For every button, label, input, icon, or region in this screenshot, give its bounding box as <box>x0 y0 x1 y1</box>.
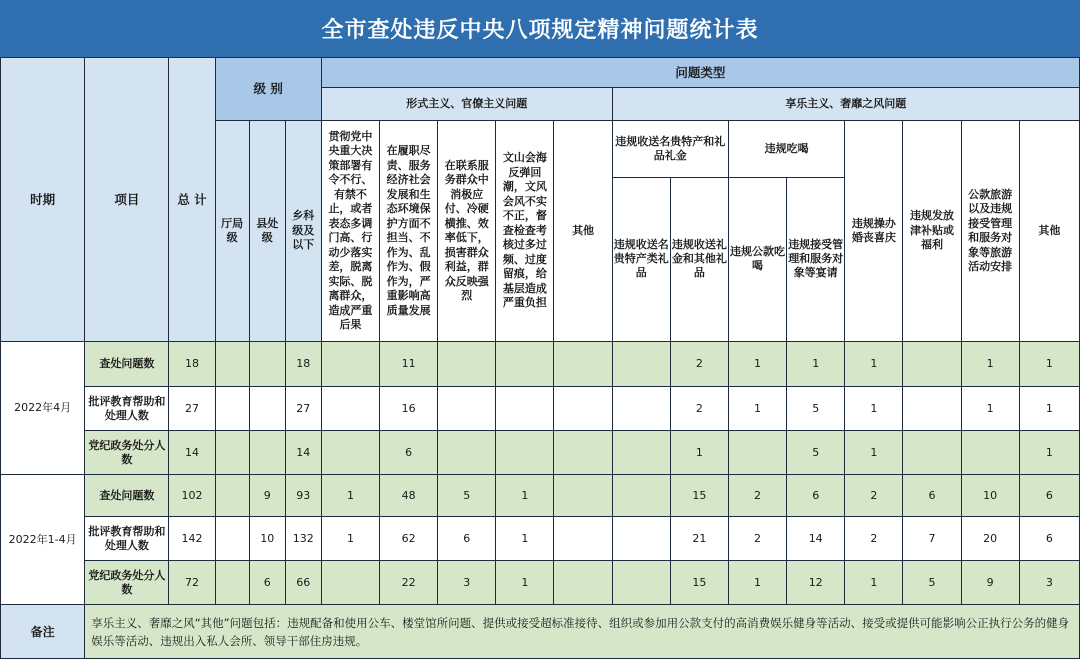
table-cell: 1 <box>1019 342 1079 387</box>
header-formalism-3: 在联系服务群众中消极应付、冷硬横推、效率低下，损害群众利益，群众反映强烈 <box>438 121 496 342</box>
header-item: 项目 <box>85 58 169 342</box>
period-label: 2022年4月 <box>1 342 85 475</box>
header-hedonism-group: 享乐主义、奢靡之风问题 <box>612 88 1079 121</box>
table-cell <box>496 342 554 387</box>
table-cell: 12 <box>787 561 845 605</box>
table-cell: 6 <box>1019 475 1079 517</box>
table-cell: 21 <box>670 517 728 561</box>
table-cell: 72 <box>169 561 215 605</box>
table-cell <box>215 431 249 475</box>
table-cell: 22 <box>380 561 438 605</box>
table-cell: 20 <box>961 517 1019 561</box>
row-item-label: 批评教育帮助和处理人数 <box>85 387 169 431</box>
table-cell <box>554 342 612 387</box>
header-level-ting: 厅局级 <box>215 121 249 342</box>
table-cell: 18 <box>169 342 215 387</box>
table-cell: 1 <box>845 561 903 605</box>
table-cell: 1 <box>961 342 1019 387</box>
table-cell: 1 <box>496 561 554 605</box>
table-cell <box>215 561 249 605</box>
table-cell <box>438 387 496 431</box>
table-cell <box>612 431 670 475</box>
row-item-label: 批评教育帮助和处理人数 <box>85 517 169 561</box>
table-cell: 5 <box>787 387 845 431</box>
table-cell: 6 <box>787 475 845 517</box>
table-cell: 10 <box>249 517 285 561</box>
table-cell <box>612 517 670 561</box>
table-cell: 16 <box>380 387 438 431</box>
table-cell <box>554 431 612 475</box>
table-row <box>1 475 1080 517</box>
table-cell: 27 <box>169 387 215 431</box>
page-title: 全市查处违反中央八项规定精神问题统计表 <box>0 0 1080 57</box>
table-cell <box>554 517 612 561</box>
table-row <box>1 431 1080 475</box>
table-cell: 6 <box>380 431 438 475</box>
table-cell <box>321 387 379 431</box>
header-formalism-4: 文山会海反弹回潮，文风会风不实不正，督查检查考核过多过频、过度留痕，给基层造成严重负担 <box>496 121 554 342</box>
table-cell: 1 <box>728 561 786 605</box>
header-hedonism-travel: 公款旅游以及违规接受管理和服务对象等旅游活动安排 <box>961 121 1019 342</box>
table-cell: 1 <box>845 387 903 431</box>
table-cell <box>249 431 285 475</box>
note-text: 享乐主义、奢靡之风“其他”问题包括：违规配备和使用公车、楼堂馆所问题、提供或接受超标准接待、组织或参加用公款支付的高消费娱乐健身等活动、接受或提供可能影响公正执行公务的健身娱乐等活动、违规出入私人会所、领导干部住房违规。 <box>85 605 1080 659</box>
table-cell <box>496 387 554 431</box>
table-cell: 102 <box>169 475 215 517</box>
table-cell: 14 <box>285 431 321 475</box>
table-cell <box>903 387 961 431</box>
row-item-label: 党纪政务处分人数 <box>85 431 169 475</box>
table-cell: 6 <box>249 561 285 605</box>
table-cell <box>554 475 612 517</box>
header-formalism-2: 在履职尽责、服务经济社会发展和生态环境保护方面不担当、不作为、乱作为、假作为，严重影响高质量发展 <box>380 121 438 342</box>
table-row <box>1 387 1080 431</box>
table-cell <box>215 342 249 387</box>
table-cell: 18 <box>285 342 321 387</box>
eat-subtable <box>729 121 844 341</box>
table-cell <box>249 342 285 387</box>
table-cell <box>903 342 961 387</box>
table-cell <box>438 431 496 475</box>
table-cell: 1 <box>961 387 1019 431</box>
table-row <box>1 517 1080 561</box>
table-cell: 7 <box>903 517 961 561</box>
header-level-xian: 县处级 <box>249 121 285 342</box>
header-gift-1: 违规收送名贵特产类礼品 <box>613 177 671 341</box>
header-eat-group: 违规吃喝 <box>729 121 844 177</box>
table-cell: 1 <box>845 342 903 387</box>
header-formalism-other: 其他 <box>554 121 612 342</box>
table-cell: 1 <box>787 342 845 387</box>
table-cell: 15 <box>670 475 728 517</box>
table-cell: 14 <box>787 517 845 561</box>
header-formalism-1: 贯彻党中央重大决策部署有令不行、有禁不止，或者表态多调门高、行动少落实差，脱离实际、脱离群众，造成严重后果 <box>321 121 379 342</box>
header-level-xiang: 乡科级及以下 <box>285 121 321 342</box>
table-cell: 27 <box>285 387 321 431</box>
table-cell <box>554 387 612 431</box>
table-cell: 1 <box>496 517 554 561</box>
table-cell: 1 <box>845 431 903 475</box>
table-cell <box>612 561 670 605</box>
table-cell: 3 <box>1019 561 1079 605</box>
table-cell: 1 <box>728 387 786 431</box>
table-cell: 1 <box>321 517 379 561</box>
table-cell <box>215 475 249 517</box>
table-cell: 1 <box>1019 431 1079 475</box>
table-cell: 2 <box>728 475 786 517</box>
table-cell: 1 <box>1019 387 1079 431</box>
header-period: 时期 <box>1 58 85 342</box>
table-cell: 9 <box>961 561 1019 605</box>
table-cell <box>961 431 1019 475</box>
table-cell: 5 <box>438 475 496 517</box>
table-cell: 93 <box>285 475 321 517</box>
table-cell <box>249 387 285 431</box>
table-cell <box>612 475 670 517</box>
header-hedonism-other: 其他 <box>1019 121 1079 342</box>
table-cell: 2 <box>845 517 903 561</box>
table-cell <box>321 561 379 605</box>
table-cell <box>903 431 961 475</box>
period-label: 2022年1-4月 <box>1 475 85 605</box>
table-cell: 2 <box>670 342 728 387</box>
statistics-table <box>0 57 1080 659</box>
table-cell <box>554 561 612 605</box>
row-item-label: 查处问题数 <box>85 475 169 517</box>
table-cell <box>496 431 554 475</box>
table-cell: 2 <box>728 517 786 561</box>
row-item-label: 查处问题数 <box>85 342 169 387</box>
row-item-label: 党纪政务处分人数 <box>85 561 169 605</box>
table-cell: 48 <box>380 475 438 517</box>
table-cell: 2 <box>670 387 728 431</box>
header-issue-type: 问题类型 <box>321 58 1079 88</box>
table-cell <box>612 387 670 431</box>
header-gift-group: 违规收送名贵特产和礼品礼金 <box>613 121 728 177</box>
table-cell: 132 <box>285 517 321 561</box>
table-cell: 10 <box>961 475 1019 517</box>
header-formalism-group: 形式主义、官僚主义问题 <box>321 88 612 121</box>
table-cell: 66 <box>285 561 321 605</box>
table-cell: 6 <box>903 475 961 517</box>
table-cell: 62 <box>380 517 438 561</box>
table-cell <box>321 431 379 475</box>
table-cell: 6 <box>1019 517 1079 561</box>
table-cell: 3 <box>438 561 496 605</box>
table-cell <box>215 517 249 561</box>
table-cell: 1 <box>321 475 379 517</box>
header-eat-2: 违规接受管理和服务对象等宴请 <box>788 238 844 280</box>
table-cell: 2 <box>845 475 903 517</box>
table-cell: 9 <box>249 475 285 517</box>
header-hedonism-subsidy: 违规发放津补贴或福利 <box>903 121 961 342</box>
header-eat-1: 违规公款吃喝 <box>729 177 787 341</box>
table-cell: 5 <box>787 431 845 475</box>
table-cell: 5 <box>903 561 961 605</box>
table-cell: 15 <box>670 561 728 605</box>
table-cell: 11 <box>380 342 438 387</box>
table-cell: 6 <box>438 517 496 561</box>
table-cell <box>438 342 496 387</box>
table-cell <box>612 342 670 387</box>
note-label: 备注 <box>1 605 85 659</box>
table-cell: 1 <box>670 431 728 475</box>
header-total: 总 计 <box>169 58 215 342</box>
header-level: 级 别 <box>215 58 321 121</box>
header-hedonism-wedding: 违规操办婚丧喜庆 <box>845 121 903 342</box>
note-row <box>1 605 1080 659</box>
table-row <box>1 342 1080 387</box>
table-cell: 14 <box>169 431 215 475</box>
table-cell: 1 <box>496 475 554 517</box>
table-cell <box>728 431 786 475</box>
table-cell: 142 <box>169 517 215 561</box>
table-row <box>1 561 1080 605</box>
gift-subtable <box>613 121 728 341</box>
table-cell <box>321 342 379 387</box>
header-gift-2: 违规收送礼金和其他礼品 <box>671 238 727 280</box>
table-cell: 1 <box>728 342 786 387</box>
table-cell <box>215 387 249 431</box>
